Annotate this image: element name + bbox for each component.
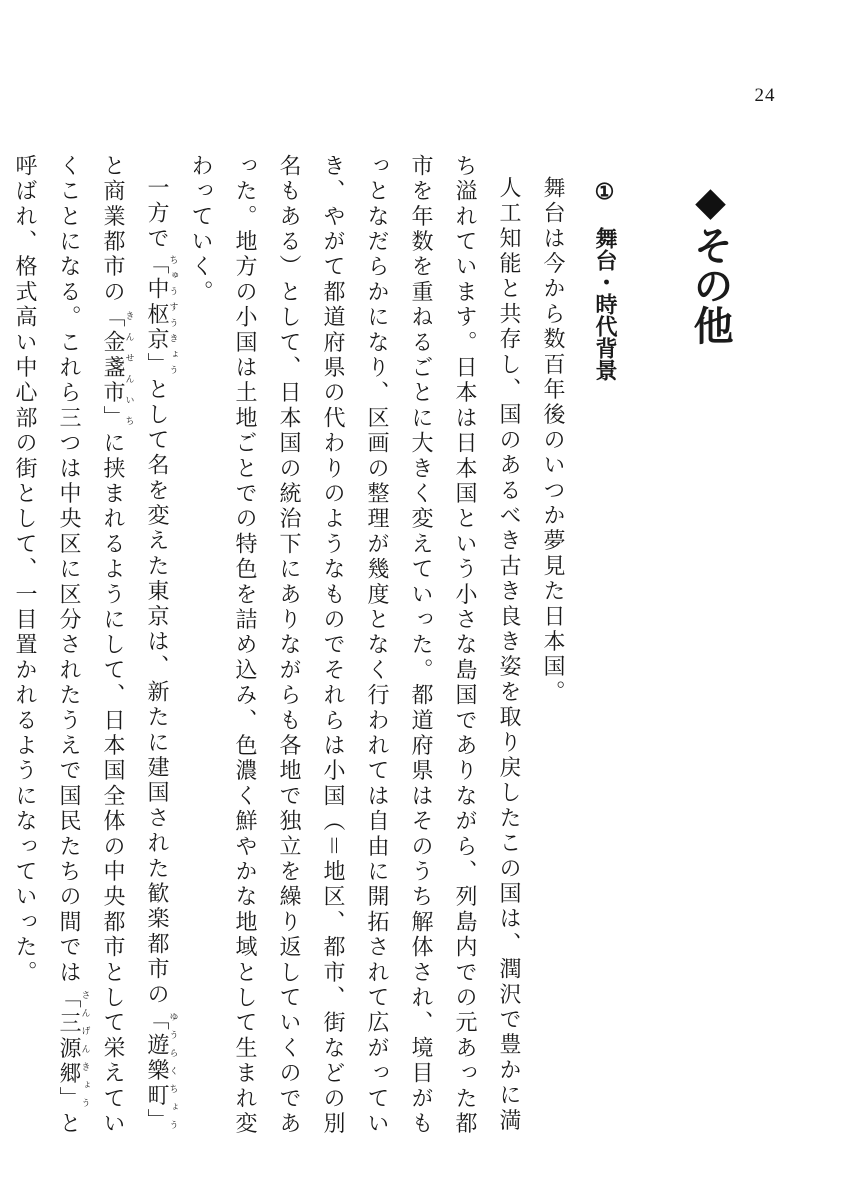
- ruby-yurakucho-reading: ゆうらくちょう: [167, 1007, 178, 1134]
- ruby-kinsenichi-base: 「金盞市」: [100, 305, 125, 432]
- paragraph-history: 人工知能と共存し、国のあるべき古き良き姿を取り戻したこの国は、潤沢で豊かに満ち溢れています。日本は日本国という小さな島国でありながら、列島内での元あった都市を年数を重ねるごとに大きく変えていった。都道府県はそのうち解体され、境目がもっとなだらかになり、区画の整理が幾度となく行われては自由に開拓されて広がっていき、やがて都道府県の代わりのようなものでそれらは小国（＝地区、都市、街などの別名もある）として、日本国の統治下にありながらも各地で独立を繰り返していくのであった。地方の小国は土地ごとでの特色を詰め込み、色濃く鮮やかな地域として生まれ変わっていく。: [188, 154, 521, 1137]
- paragraph-cities-text-1: 一方で: [144, 176, 169, 252]
- subsection-title: 舞台・時代背景: [592, 227, 618, 381]
- ruby-sangenkyo-base: 「三源郷」: [56, 985, 81, 1112]
- ruby-sangenkyo-reading: さんげんきょう: [79, 985, 90, 1112]
- diamond-bullet-icon: ◆: [687, 178, 734, 225]
- ruby-kinsenichi-reading: きんせんいち: [123, 305, 134, 432]
- section-heading: [682, 178, 738, 358]
- paragraph-cities-text-5: と呼ばれ、格式高い中心部の街として、一目置かれるようになっていった。: [12, 154, 81, 1137]
- paragraph-cities-text-4: に挟まれるようにして、日本国全体の中央都市として栄えていくことになる。これら三つは中央区に区分されたうえで国民たちの間では: [56, 154, 125, 1137]
- ruby-chusukyo: [144, 251, 178, 378]
- ruby-kinsenichi: [100, 305, 134, 432]
- ruby-chusukyo-base: 「中枢京」: [144, 251, 169, 378]
- ruby-chusukyo-reading: ちゅうすうきょう: [167, 251, 178, 378]
- paragraph-cities-text-2: として名を変えた東京は、新たに建国された歓楽都市の: [144, 377, 169, 1008]
- ruby-yurakucho-base: 「遊樂町」: [144, 1007, 169, 1134]
- page-number: 24: [754, 85, 776, 106]
- subsection-spacer: [592, 205, 618, 227]
- ruby-sangenkyo: [56, 985, 90, 1112]
- ruby-yurakucho: [144, 1007, 178, 1134]
- paragraph-intro: 舞台は今から数百年後のいつか夢見た日本国。: [540, 176, 565, 706]
- subsection-number: ①: [592, 180, 618, 205]
- subsection-heading: [590, 180, 620, 400]
- section-title: その他: [687, 225, 734, 345]
- body-text: [12, 154, 574, 1154]
- paragraph-cities: [2, 154, 178, 1154]
- paragraph-cities-text-3: と商業都市の: [100, 154, 125, 306]
